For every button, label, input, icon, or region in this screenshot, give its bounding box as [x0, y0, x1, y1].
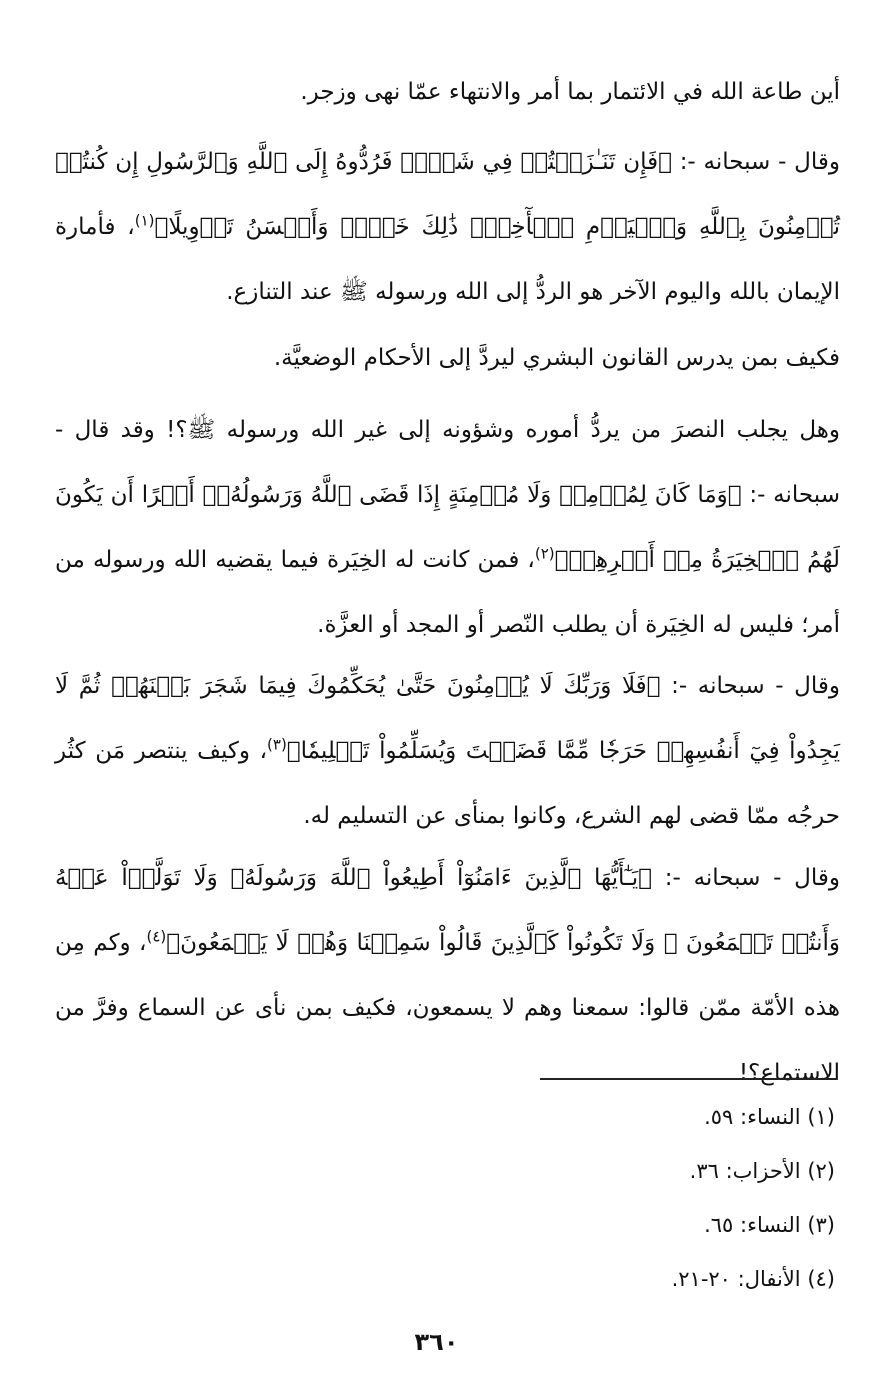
footnotes-list	[435, 1090, 835, 1306]
paragraph-lead: وقال - سبحانه -:	[652, 865, 840, 891]
footnote-ref-2[interactable]: (٢)	[534, 544, 555, 563]
quran-verse: ﴿فَلَا وَرَبِّكَ لَا يُؤۡمِنُونَ حَتَّىٰ يُحَكِّمُوكَ فِيمَا شَجَرَ بَيۡنَهُمۡ ثُمَّ لَا يَجِدُواْ فِيٓ أَنفُسِهِمۡ حَرَجٗا مِّمَّا قَضَيۡتَ وَيُسَلِّمُواْ تَسۡلِيمٗا﴾	[55, 673, 840, 764]
paragraph-lead: وهل يجلب النصرَ من يردُّ أموره وشؤونه إلى غير الله ورسوله ﷺ؟! وقد قال - سبحانه -:	[55, 417, 840, 508]
paragraph-1	[55, 60, 840, 125]
paragraph-tail: ، فأمارة الإيمان بالله واليوم الآخر هو الردُّ إلى الله ورسوله ﷺ عند التنازع.	[55, 214, 840, 305]
paragraph-2	[55, 130, 840, 325]
page-number: ٣٦٠	[414, 1328, 459, 1356]
footnote-3: (٣) النساء: ٦٥.	[704, 1213, 835, 1237]
quran-verse: ﴿وَمَا كَانَ لِمُؤۡمِنٖ وَلَا مُؤۡمِنَةٍ إِذَا قَضَى ٱللَّهُ وَرَسُولُهُۥٓ أَمۡرًا أَن يَكُونَ لَهُمُ ٱلۡخِيَرَةُ مِنۡ أَمۡرِهِمۡ﴾	[55, 482, 840, 573]
footnote-divider	[540, 1078, 837, 1080]
paragraph-4	[55, 398, 840, 658]
footnote-ref-1[interactable]: (١)	[134, 211, 155, 230]
paragraph-tail: ، وكم مِن هذه الأمّة ممّن قالوا: سمعنا وهم لا يسمعون، فكيف بمن نأى عن السماع وفرَّ من الاستماع؟!	[55, 930, 840, 1086]
footnote-4: (٤) الأنفال: ٢٠-٢١.	[671, 1267, 835, 1291]
paragraph-5	[55, 654, 840, 849]
paragraph-tail: ، فمن كانت له الخِيَرة فيما يقضيه الله ورسوله من أمر؛ فليس له الخِيَرة أن يطلب النّصر أو المجد أو العزَّة.	[55, 547, 840, 638]
paragraph-text: فكيف بمن يدرس القانون البشري ليردَّ إلى الأحكام الوضعيَّة.	[273, 345, 840, 371]
paragraph-text: أين طاعة الله في الائتمار بما أمر والانتهاء عمّا نهى وزجر.	[300, 79, 840, 105]
footnote-ref-4[interactable]: (٤)	[146, 927, 167, 946]
footnote-1: (١) النساء: ٥٩.	[704, 1105, 835, 1129]
paragraph-lead: وقال - سبحانه -:	[660, 673, 840, 699]
quran-verse: ﴿فَإِن تَنَـٰزَعۡتُمۡ فِي شَيۡءٖ فَرُدُّوهُ إِلَى ٱللَّهِ وَٱلرَّسُولِ إِن كُنتُمۡ تُؤۡمِنُونَ بِٱللَّهِ وَٱلۡيَوۡمِ ٱلۡأٓخِرِۚ ذَٰلِكَ خَيۡرٞ وَأَحۡسَنُ تَأۡوِيلًا﴾	[55, 149, 840, 240]
paragraph-lead: وقال - سبحانه -:	[671, 149, 841, 175]
paragraph-6	[55, 846, 840, 1106]
footnote-2: (٢) الأحزاب: ٣٦.	[689, 1159, 835, 1183]
paragraph-3	[55, 326, 840, 391]
quran-verse: ﴿يَـٰٓأَيُّهَا ٱلَّذِينَ ءَامَنُوٓاْ أَطِيعُواْ ٱللَّهَ وَرَسُولَهُۥ وَلَا تَوَلَّوۡاْ عَنۡهُ وَأَنتُمۡ تَسۡمَعُونَ ۞ وَلَا تَكُونُواْ كَٱلَّذِينَ قَالُواْ سَمِعۡنَا وَهُمۡ لَا يَسۡمَعُونَ﴾	[55, 865, 840, 956]
paragraph-tail: ، وكيف ينتصر مَن كثُر حرجُه ممّا قضى لهم الشرع، وكانوا بمنأى عن التسليم له.	[55, 738, 840, 829]
footnote-ref-3[interactable]: (٣)	[267, 735, 287, 754]
